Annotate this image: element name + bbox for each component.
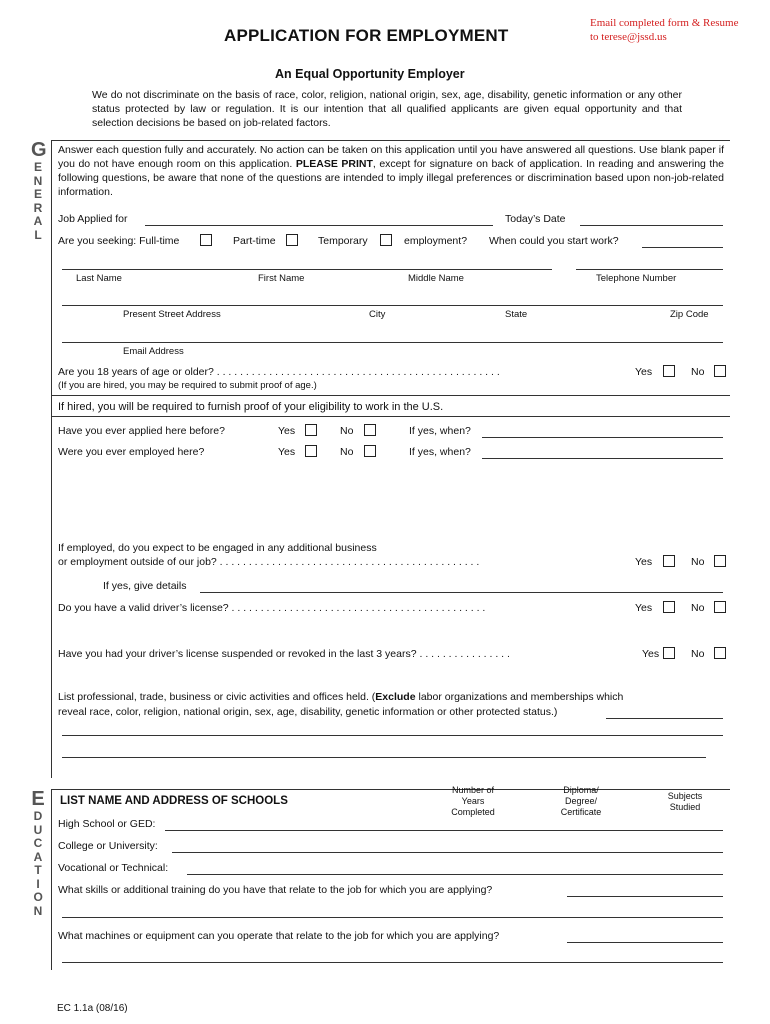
instructions-part-b: , except for signature on back of application. In reading and answering the following questions, be aware that none of the questions are intended to imply illegal preferences or discrimination based upon non-job-related information. [58,158,724,198]
email-instruction-line-2: to terese@jssd.us [590,31,667,43]
email-instruction-line-1: Email completed form & Resume [590,17,739,29]
eligibility-bottom-rule [51,416,730,417]
additional-business-question-1: If employed, do you expect to be engaged in any additional business [58,542,377,554]
license-no-label: No [691,602,705,614]
todays-date-label: Today’s Date [505,213,566,225]
general-label-initial: G [31,139,47,161]
drivers-license-question: Do you have a valid driver’s license? . . . . . . . . . . . . . . . . . . . . . . . . . . . . . . . . . . . . . . . . . . . . [58,602,486,614]
eligibility-top-rule [51,395,730,396]
city-caption: City [369,309,386,320]
business-yes-checkbox[interactable] [663,555,675,567]
employed-before-question: Were you ever employed here? [58,446,205,458]
applied-yes-checkbox[interactable] [305,424,317,436]
age-yes-label: Yes [635,366,653,378]
applied-yes-label: Yes [278,425,296,437]
address-field[interactable] [62,305,723,306]
business-details-field[interactable] [200,592,723,593]
job-applied-label: Job Applied for [58,213,128,225]
age-yes-checkbox[interactable] [663,365,675,377]
start-work-field[interactable] [642,247,723,248]
applied-when-field[interactable] [482,437,723,438]
full-time-checkbox[interactable] [200,234,212,246]
equal-opportunity-subtitle: An Equal Opportunity Employer [275,67,465,81]
non-discrimination-statement: We do not discriminate on the basis of race, color, religion, national origin, sex, age, disability, genetic information or any other status protected by law or regulation. It is our intention that all qualified applicants are given equal opportunity and that selection decisions be based on job-related factors. [92,89,682,129]
vocational-label: Vocational or Technical: [58,862,169,874]
applied-when-label: If yes, when? [409,425,471,437]
applied-before-question: Have you ever applied here before? [58,425,225,437]
employed-yes-label: Yes [278,446,296,458]
diploma-header: Diploma/ Degree/ Certificate [560,785,602,817]
age-proof-note: (If you are hired, you may be required to submit proof of age.) [58,380,317,391]
education-section-rule [51,789,52,970]
first-name-caption: First Name [258,273,305,284]
age-question: Are you 18 years of age or older? . . . . . . . . . . . . . . . . . . . . . . . . . . . . . . . . . . . . . . . . . . . . . . . . . [58,366,500,378]
suspended-yes-checkbox[interactable] [663,647,675,659]
activities-field-2[interactable] [62,735,723,736]
please-print-emphasis: PLEASE PRINT [295,158,373,170]
license-yes-label: Yes [635,602,653,614]
middle-name-caption: Middle Name [408,273,464,284]
suspended-yes-label: Yes [642,648,660,660]
email-caption: Email Address [123,346,184,357]
instructions-paragraph [58,143,724,199]
employment-label: employment? [404,235,468,247]
machines-field-2[interactable] [62,962,723,963]
telephone-field[interactable] [576,269,723,270]
skills-field-1[interactable] [567,896,723,897]
activities-prompt-line-2: reveal race, color, religion, national origin, sex, age, disability, genetic information or other protected status.) [58,706,558,718]
suspended-no-label: No [691,648,705,660]
state-caption: State [505,309,528,320]
education-label-initial: E [31,788,45,810]
street-caption: Present Street Address [123,309,221,320]
instructions-part-a: Answer each question fully and accurately. No action can be taken on this application until you have answered all questions. Use blank paper if you do not have enough room on this application. [58,144,724,170]
employed-no-checkbox[interactable] [364,445,376,457]
employed-yes-checkbox[interactable] [305,445,317,457]
zip-caption: Zip Code [670,309,709,320]
activities-part-b: labor organizations and memberships which [415,691,624,703]
temporary-checkbox[interactable] [380,234,392,246]
activities-part-a: List professional, trade, business or civic activities and offices held. ( [58,691,376,703]
high-school-label: High School or GED: [58,818,156,830]
activities-field-3[interactable] [62,757,706,758]
todays-date-field[interactable] [580,225,723,226]
start-work-label: When could you start work? [489,235,619,247]
license-yes-checkbox[interactable] [663,601,675,613]
general-section-top-rule [51,140,730,141]
skills-field-2[interactable] [62,917,723,918]
vocational-field[interactable] [187,874,723,875]
seeking-label: Are you seeking: Full-time [58,235,180,247]
business-details-label: If yes, give details [103,580,187,592]
additional-business-question-2: or employment outside of our job? . . . . . . . . . . . . . . . . . . . . . . . . . . . . . . . . . . . . . . . . . . . . . [58,556,480,568]
eligibility-statement: If hired, you will be required to furnish proof of your eligibility to work in the U.S. [58,401,444,413]
business-yes-label: Yes [635,556,653,568]
education-section-top-rule [51,789,730,790]
part-time-label: Part-time [233,235,276,247]
years-completed-header: Number of Years Completed [451,785,495,817]
page-title: APPLICATION FOR EMPLOYMENT [224,26,509,45]
high-school-field[interactable] [165,830,723,831]
temporary-label: Temporary [318,235,368,247]
employed-when-field[interactable] [482,458,723,459]
general-section-rule [51,140,52,778]
license-no-checkbox[interactable] [714,601,726,613]
subjects-header: Subjects Studied [667,791,703,812]
general-section-label [31,140,45,242]
exclude-emphasis: Exclude [375,691,416,703]
form-code: EC 1.1a (08/16) [57,1003,128,1014]
education-section-label [31,789,45,918]
general-label-rest: ENERAL [33,160,43,242]
part-time-checkbox[interactable] [286,234,298,246]
machines-field-1[interactable] [567,942,723,943]
machines-question: What machines or equipment can you operate that relate to the job for which you are applying? [58,930,500,942]
suspended-no-checkbox[interactable] [714,647,726,659]
business-no-label: No [691,556,705,568]
activities-field-1[interactable] [606,718,723,719]
employed-no-label: No [340,446,354,458]
employed-when-label: If yes, when? [409,446,471,458]
skills-question: What skills or additional training do you have that relate to the job for which you are applying? [58,884,493,896]
education-label-rest: DUCATION [33,809,43,918]
business-no-checkbox[interactable] [714,555,726,567]
license-suspended-question: Have you had your driver’s license suspended or revoked in the last 3 years? . . . . . . . . . . . . . . . . [58,648,510,660]
applied-no-label: No [340,425,354,437]
telephone-caption: Telephone Number [596,273,677,284]
activities-prompt-line-1 [58,691,623,703]
schools-heading: LIST NAME AND ADDRESS OF SCHOOLS [60,795,288,807]
college-label: College or University: [58,840,158,852]
age-no-label: No [691,366,705,378]
job-applied-field[interactable] [145,225,493,226]
last-name-caption: Last Name [76,273,122,284]
applied-no-checkbox[interactable] [364,424,376,436]
college-field[interactable] [172,852,723,853]
email-field[interactable] [62,342,723,343]
full-name-field[interactable] [62,269,552,270]
age-no-checkbox[interactable] [714,365,726,377]
